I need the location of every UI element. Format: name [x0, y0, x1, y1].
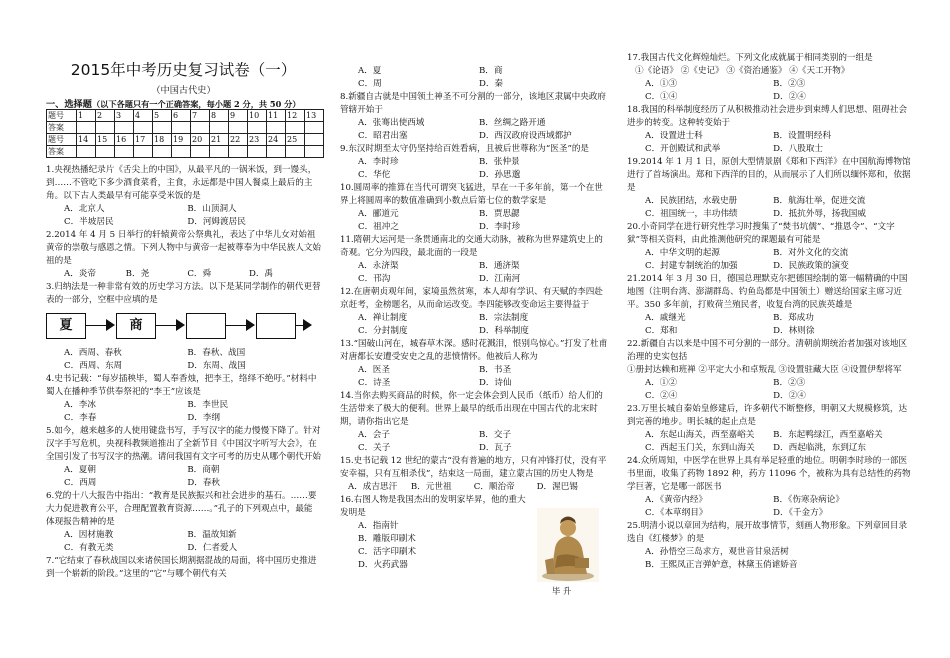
option-c[interactable]: C．华佗 [358, 170, 391, 180]
option-d[interactable]: D．渥巴锡 [536, 482, 578, 492]
answer-cell[interactable] [115, 146, 134, 158]
option-d[interactable]: D．秦 [478, 79, 504, 89]
option-a[interactable]: A．夏朝 [64, 465, 96, 475]
option-a[interactable]: A．中华文明的起源 [645, 248, 720, 258]
option-row [340, 117, 610, 130]
option-d[interactable]: D．八股取士 [773, 144, 824, 154]
option-b[interactable]: B．尧 [125, 269, 150, 279]
option-row [627, 507, 912, 520]
option-c[interactable]: C．祖冲之 [358, 222, 399, 232]
chain-box-shang: 商 [116, 313, 156, 339]
answer-cell[interactable] [153, 122, 172, 134]
option-a[interactable]: A．张骞出使西域 [358, 118, 425, 128]
option-row [340, 156, 610, 169]
option-row [627, 325, 912, 338]
option-row [627, 494, 912, 507]
option-b[interactable]: B．宗法制度 [478, 313, 529, 323]
answer-cell[interactable] [172, 146, 191, 158]
option-b[interactable]: B．设置明经科 [773, 131, 832, 141]
question-5 [46, 425, 321, 490]
option-row [340, 429, 610, 442]
question-stem: 25.明清小说以章回为结构，展开故事情节，刻画人物形象。下列章回目录选自《红楼梦》的是 [627, 521, 908, 544]
option-c[interactable]: C．顺治帝 [473, 482, 515, 492]
table-cell: 21 [210, 134, 229, 146]
answer-cell[interactable] [77, 122, 96, 134]
option-c[interactable]: C．①④ [645, 92, 678, 102]
question-7 [46, 555, 321, 581]
question-3 [46, 281, 321, 373]
option-d[interactable]: D．东周、战国 [187, 361, 246, 371]
option-row [340, 78, 610, 91]
option-d[interactable]: D．江南河 [478, 274, 521, 284]
option-row [627, 377, 912, 390]
option-d[interactable]: D．西起临洮，东到辽东 [773, 443, 866, 453]
option-c[interactable]: C．封建专制统治的加强 [645, 261, 738, 271]
option-a[interactable]: A．戚继光 [645, 313, 686, 323]
answer-cell[interactable] [305, 146, 324, 158]
table-cell: 6 [172, 110, 191, 122]
table-cell: 17 [134, 134, 153, 146]
option-row [340, 130, 610, 143]
option-d[interactable]: D．民族政策的演变 [773, 261, 849, 271]
answer-table [46, 109, 324, 158]
question-stem: 2.2014 年 4 月 5 日举行的轩辕黄帝公祭典礼，表达了中华儿女对始祖黄帝的崇敬与感恩之情。下列人物中与黄帝一起被尊奉为中华民族人文始祖的是 [46, 230, 322, 266]
question-13 [340, 338, 610, 390]
bi-sheng-statue-image [537, 508, 599, 582]
question-1 [46, 164, 321, 229]
answer-table-row-numbers-2 [47, 134, 324, 146]
arrow-right-icon [303, 319, 312, 331]
option-b[interactable]: B．张仲景 [478, 157, 520, 167]
option-b[interactable]: B．温故知新 [187, 530, 237, 540]
question-stem: 20.小奇同学在进行研究性学习时搜集了“焚书坑儒”、“推恩令”、“文字狱”等相关资料，由此推测他研究的课题最有可能是 [627, 222, 895, 245]
option-c[interactable]: C．邗沟 [358, 274, 391, 284]
question-stem: 21.2014 年 3 月 30 日，德国总理默克尔把德国绘制的第一幅精确的中国地图（注明台湾、澎湖群岛、钓鱼岛都是中国领土）赠送给国家主席习近平。350 多年前，打败荷兰殖民者，收复台湾的民族英雄是 [627, 274, 908, 310]
option-b[interactable]: B．航海壮举，促进交流 [773, 196, 866, 206]
table-cell: 16 [115, 134, 134, 146]
option-row [627, 91, 912, 104]
option-d[interactable]: D．抵抗外辱，扬我国威 [773, 209, 866, 219]
option-a[interactable]: A．李冰 [64, 400, 96, 410]
option-b[interactable]: B．商 [478, 66, 503, 76]
option-row [627, 312, 912, 325]
column-right [627, 52, 912, 572]
table-cell: 5 [153, 110, 172, 122]
question-16 [340, 494, 530, 572]
question-6 [46, 490, 321, 555]
option-c[interactable]: C．李春 [64, 413, 97, 423]
option-row [627, 247, 912, 260]
answer-cell[interactable] [210, 122, 229, 134]
answer-cell[interactable] [172, 122, 191, 134]
option-d[interactable]: D．林则徐 [773, 326, 815, 336]
option-row [46, 542, 321, 555]
option-b[interactable]: B．②③ [773, 378, 806, 388]
option-b[interactable]: B．元世祖 [410, 482, 452, 492]
question-stem: 3.归纳法是一种非常有效的历史学习方法。以下是某同学制作的朝代更替表的一部分，空框中应填的是 [46, 282, 321, 305]
option-c[interactable]: C．半坡居民 [64, 217, 114, 227]
option-c[interactable]: C．祖国统一，丰功伟绩 [645, 209, 738, 219]
option-row [46, 216, 321, 229]
option-a[interactable]: A．因材施教 [64, 530, 114, 540]
chain-box-blank[interactable] [256, 313, 296, 339]
option-a[interactable]: A．东起山海关，西至嘉峪关 [645, 430, 755, 440]
option-d[interactable]: D．科举制度 [478, 326, 529, 336]
option-row [340, 442, 610, 455]
question-stem: 13.“国破山河在，城春草木深。感时花溅泪，恨别鸟惊心。”打发了杜甫对唐都长安遭受安史之乱的悲愤情怀。他被后人称为 [340, 339, 608, 362]
question-stem: 11.隋朝大运河是一条贯通南北的交通大动脉，被称为世界建筑史上的奇观。它分为四段，最北面的一段是 [340, 235, 603, 258]
answer-cell[interactable] [229, 146, 248, 158]
answer-cell[interactable] [96, 146, 115, 158]
answer-cell[interactable] [286, 146, 305, 158]
question-23 [627, 403, 912, 455]
question-stem: 14.当你去购买商品的时候，你一定会体会到人民币（纸币）给人们的生活带来了极大的便利。世界上最早的纸币出现在中国古代的北宋时期，请你指出它是 [340, 391, 603, 427]
answer-cell[interactable] [267, 146, 286, 158]
answer-cell[interactable] [134, 122, 153, 134]
option-row [627, 260, 912, 273]
question-stem: 22.新疆自古以来是中国不可分割的一部分。清朝前期统治者加强对该地区治理的史实包括 [627, 339, 908, 362]
table-cell: 14 [77, 134, 96, 146]
question-stem: 8.新疆自古就是中国领土神圣不可分割的一部分，该地区隶属中央政府管辖开始于 [340, 92, 607, 115]
option-a[interactable]: A．炎帝 [64, 269, 96, 279]
arrow-right-icon [246, 319, 255, 331]
option-row [627, 390, 912, 403]
table-cell: 答案 [47, 122, 77, 134]
question-stem: 18.我国的科举制度经历了从积极推动社会进步到束缚人们思想、阻碍社会进步的转变。这种转变始于 [627, 105, 908, 128]
question-stem: 4.史书记载：“每岁插秧毕，蜀人奉香烛，把李王，络绎不绝吁。”材料中蜀人在播种季节供奉祭祀的“李王”应该是 [46, 374, 317, 397]
question-18 [627, 104, 912, 156]
answer-cell[interactable] [248, 146, 267, 158]
table-cell: 23 [248, 134, 267, 146]
option-b[interactable]: B．丝绸之路开通 [478, 118, 546, 128]
answer-cell[interactable] [305, 122, 324, 134]
option-b[interactable]: B．书圣 [478, 365, 512, 375]
table-cell: 25 [286, 134, 305, 146]
option-d[interactable]: D．诗仙 [478, 378, 512, 388]
option-b[interactable]: B．李世民 [187, 400, 229, 410]
option-b[interactable]: B．春秋、战国 [187, 348, 246, 358]
table-cell: 18 [153, 134, 172, 146]
question-8 [340, 91, 610, 143]
page-title: 2015年中考历史复习试卷（一） [70, 61, 297, 79]
question-10 [340, 182, 610, 234]
table-cell: 12 [286, 110, 305, 122]
option-a[interactable]: A．①③ [645, 79, 677, 89]
option-c[interactable]: C．周 [358, 79, 382, 89]
option-row [340, 169, 610, 182]
option-row [46, 360, 321, 373]
question-17 [627, 52, 912, 104]
question-14 [340, 390, 610, 455]
option-a[interactable]: A．北京人 [64, 204, 105, 214]
question-stem: 10.圆周率的推算在当代可谓突飞猛进，早在一千多年前，第一个在世界上将圆周率的数值准确到小数点后第七位的数学家是 [340, 183, 603, 206]
option-row [46, 268, 321, 281]
option-row [340, 364, 610, 377]
option-a[interactable]: A．李时珍 [358, 157, 399, 167]
table-cell: 24 [267, 134, 286, 146]
option-c[interactable]: C．②④ [645, 391, 678, 401]
answer-cell[interactable] [191, 146, 210, 158]
question-stem: 12.在唐朝贞观年间，家境虽然贫寒，本人却有学识、有天赋的李四赴京赶考，金榜题名，从而命运改变。李四能够改变命运主要得益于 [340, 287, 603, 310]
option-a[interactable]: A．孙悟空三岛求方，观世音甘泉活树 [645, 547, 789, 557]
option-row [340, 208, 610, 221]
option-a[interactable]: A．郦道元 [358, 209, 399, 219]
option-c[interactable]: C．西周 [64, 478, 97, 488]
option-b[interactable]: B．郑成功 [773, 313, 814, 323]
option-a[interactable]: A．成吉思汗 [348, 482, 398, 492]
table-cell: 7 [191, 110, 210, 122]
section-heading [46, 96, 336, 110]
option-row [340, 312, 610, 325]
column-left [46, 164, 321, 581]
table-cell: 13 [305, 110, 324, 122]
option-row [627, 195, 912, 208]
page-subtitle: （中国古代史） [151, 85, 216, 96]
option-d[interactable]: D．《千金方》 [773, 508, 828, 518]
option-b[interactable]: B．通济渠 [478, 261, 520, 271]
answer-table-row-answers-2 [47, 146, 324, 158]
option-c[interactable]: C．关子 [358, 443, 391, 453]
option-d[interactable]: D．②④ [773, 391, 806, 401]
option-d[interactable]: D．禹 [249, 269, 274, 279]
option-d[interactable]: D．河姆渡居民 [187, 217, 246, 227]
question-stem: 6.党的十八大报告中指出：“教育是民族振兴和社会进步的基石。……要大力促进教育公平，合理配置教育资源……。”孔子的下列观点中，最能体现报告精神的是 [46, 491, 317, 527]
option-a[interactable]: A．设置进士科 [645, 131, 703, 141]
option-row [627, 442, 912, 455]
table-cell: 4 [134, 110, 153, 122]
option-c[interactable]: C．活字印刷术 [358, 547, 417, 557]
chain-connector [226, 325, 248, 326]
option-b[interactable]: B．交子 [478, 430, 512, 440]
option-a[interactable]: A．指南针 [358, 521, 399, 531]
option-c[interactable]: C．西周、东周 [64, 361, 123, 371]
answer-cell[interactable] [134, 146, 153, 158]
question-11 [340, 234, 610, 286]
question-items: ①《论语》 ②《史记》 ③《资治通鉴》 ④《天工开物》 [635, 66, 850, 76]
option-d[interactable]: D．火药武器 [358, 560, 408, 570]
section-label: 一、选择题 [46, 99, 92, 110]
question-stem: 1.央视热播纪录片《舌尖上的中国》，从最平凡的一锅米饭，到一馒头，到……不管吃下多少酒食菜肴，主食，永远都是中国人餐桌上最后的主角。以下古人类最早有可能享受米饭的是 [46, 165, 317, 201]
option-row [46, 529, 321, 542]
option-row [340, 221, 610, 234]
question-stem: 23.万里长城自秦始皇修建后，许多朝代不断整修，明朝又大规模修筑，达到完善的地步。明长城的起止点是 [627, 404, 908, 427]
option-b[interactable]: B．《伤寒杂病论》 [773, 495, 844, 505]
option-row [627, 429, 912, 442]
option-row [627, 208, 912, 221]
answer-cell[interactable] [153, 146, 172, 158]
table-cell: 1 [77, 110, 96, 122]
question-items: ①册封达赖和班禅 ②平定大小和卓叛乱 ③设置驻藏大臣 ④设置伊犁将军 [627, 365, 902, 375]
option-b[interactable]: B．对外文化的交流 [773, 248, 849, 258]
option-row [46, 203, 321, 216]
question-19 [627, 156, 912, 221]
question-stem: 9.东汉时期至太守仍坚持给百姓看病，且被后世尊称为“医圣”的是 [340, 144, 590, 154]
option-b[interactable]: B．雕版印刷术 [358, 534, 416, 544]
answer-cell[interactable] [286, 122, 305, 134]
option-d[interactable]: D．李时珍 [478, 222, 521, 232]
option-a[interactable]: A．①② [645, 378, 677, 388]
option-c[interactable]: C．分封制度 [358, 326, 408, 336]
figure-caption: 毕 升 [552, 586, 572, 596]
option-a[interactable]: A．夏 [358, 66, 382, 76]
section-note: （以下各题只有一个正确答案，每小题 2 分，共 50 分） [91, 99, 301, 109]
option-row [46, 412, 321, 425]
option-c[interactable]: C．郑和 [645, 326, 678, 336]
option-d[interactable]: D．②④ [773, 92, 806, 102]
option-row [627, 78, 912, 91]
question-20 [627, 221, 912, 273]
option-row [46, 399, 321, 412]
option-a[interactable]: A．医圣 [358, 365, 390, 375]
option-row [340, 65, 610, 78]
question-9 [340, 143, 610, 182]
option-c[interactable]: C．诗圣 [358, 378, 391, 388]
answer-cell[interactable] [267, 122, 286, 134]
table-cell [305, 134, 324, 146]
table-cell: 20 [191, 134, 210, 146]
arrow-right-icon [106, 319, 115, 331]
option-row [340, 260, 610, 273]
chain-connector [86, 325, 108, 326]
answer-cell[interactable] [229, 122, 248, 134]
option-row [627, 130, 912, 143]
question-stem: 24.众所周知，中医学在世界上具有举足轻重的地位。明朝李时珍的一部医书里面，收集了药物 1892 种，药方 11096 个，被称为具有总结性的药物学巨著，它是哪一部医书 [627, 456, 911, 492]
option-a[interactable]: A．永济渠 [358, 261, 399, 271]
option-a[interactable]: A．禅让制度 [358, 313, 408, 323]
option-row [46, 347, 321, 360]
question-21 [627, 273, 912, 338]
answer-table-row-answers-1 [47, 122, 324, 134]
arrow-right-icon [176, 319, 185, 331]
question-stem: 5.如今，越来越多的人使用键盘书写，手写汉字的能力慢慢下降了。针对汉字手写危机，央视科教频道推出了全新节目《中国汉字听写大会》，在全国引发了书写汉字的热潮。请问我国有文字可考的历史从哪个朝代开始 [46, 426, 322, 462]
question-24 [627, 455, 912, 520]
option-c[interactable]: C．《本草纲目》 [645, 508, 708, 518]
question-12 [340, 286, 610, 338]
table-cell: 9 [229, 110, 248, 122]
table-cell: 22 [229, 134, 248, 146]
dynasty-chain-diagram [46, 313, 321, 343]
option-row [340, 273, 610, 286]
option-b[interactable]: B．东起鸭绿江，西至嘉峪关 [773, 430, 883, 440]
table-cell: 题号 [47, 110, 77, 122]
question-stem: 17.我国古代文化辉煌灿烂。下列文化成就属于相同类别的一组是 [627, 53, 873, 63]
table-cell: 3 [115, 110, 134, 122]
option-a[interactable]: A．会子 [358, 430, 390, 440]
option-row [627, 143, 912, 156]
option-row [340, 377, 610, 390]
option-c[interactable]: C．西起玉门关，东到山海关 [645, 443, 755, 453]
table-cell: 2 [96, 110, 115, 122]
option-b[interactable]: B．②③ [773, 79, 806, 89]
option-a[interactable]: A．民族团结，水载史册 [645, 196, 738, 206]
chain-box-blank[interactable] [186, 313, 226, 339]
option-d[interactable]: D．仁者爱人 [187, 543, 238, 553]
question-2 [46, 229, 321, 281]
option-a[interactable]: A．西周、春秋 [64, 348, 122, 358]
table-cell: 11 [267, 110, 286, 122]
option-b[interactable]: B．山顶洞人 [187, 204, 237, 214]
option-c[interactable]: C．有教无类 [64, 543, 114, 553]
answer-cell[interactable] [210, 146, 229, 158]
option-c[interactable]: C．舜 [187, 269, 212, 279]
option-row [46, 464, 321, 477]
table-cell: 19 [172, 134, 191, 146]
column-middle [340, 52, 610, 572]
option-d[interactable]: D．西汉政府设西域都护 [478, 131, 572, 141]
option-d[interactable]: D．李纲 [187, 413, 221, 423]
table-cell: 题号 [47, 134, 77, 146]
option-b[interactable]: B．商朝 [187, 465, 220, 475]
table-cell: 15 [96, 134, 115, 146]
question-stem: 7.“它结束了春秋战国以来诸侯国长期割据混战的局面，将中国历史推进到一个崭新的阶段。”这里的“它”与哪个朝代有关 [46, 556, 317, 579]
option-d[interactable]: D．瓦子 [478, 443, 512, 453]
option-b[interactable]: B．王熙凤正言弹妒意，林黛玉俏谑娇音 [645, 560, 798, 570]
question-4 [46, 373, 321, 425]
answer-cell[interactable] [77, 146, 96, 158]
question-22 [627, 338, 912, 403]
question-25 [627, 520, 912, 572]
question-stem: 16.右图人物是我国杰出的发明家毕昇，他的重大发明是 [340, 495, 526, 518]
answer-cell[interactable] [191, 122, 210, 134]
option-b[interactable]: B．贾思勰 [478, 209, 520, 219]
answer-table-row-numbers-1 [47, 110, 324, 122]
chain-connector [156, 325, 178, 326]
table-cell: 10 [248, 110, 267, 122]
table-cell: 8 [210, 110, 229, 122]
option-c[interactable]: C．开创殿试和武举 [645, 144, 721, 154]
question-stem: 19.2014 年 1 月 1 日，原创大型情景剧《郑和下西洋》在中国航海博物馆进行了首场演出。郑和下西洋的目的，从而展示了人们所以缅怀郑和，依据是 [627, 157, 911, 193]
table-cell: 答案 [47, 146, 77, 158]
question-15 [340, 455, 610, 494]
option-a[interactable]: A．《黄帝内经》 [645, 495, 708, 505]
option-row [340, 325, 610, 338]
answer-cell[interactable] [248, 122, 267, 134]
answer-cell[interactable] [96, 122, 115, 134]
answer-cell[interactable] [115, 122, 134, 134]
option-row [340, 481, 610, 494]
option-d[interactable]: D．孙思邈 [478, 170, 521, 180]
option-row [46, 477, 321, 490]
option-c[interactable]: C．昭君出塞 [358, 131, 408, 141]
option-d[interactable]: D．春秋 [187, 478, 221, 488]
question-stem: 15.史书记载 12 世纪的蒙古“没有普遍的地方，只有冲锋打仗，没有平安幸福，只有互相杀伐”，结束这一局面，建立蒙古国的历史人物是 [340, 456, 607, 479]
chain-box-xia: 夏 [46, 313, 86, 339]
